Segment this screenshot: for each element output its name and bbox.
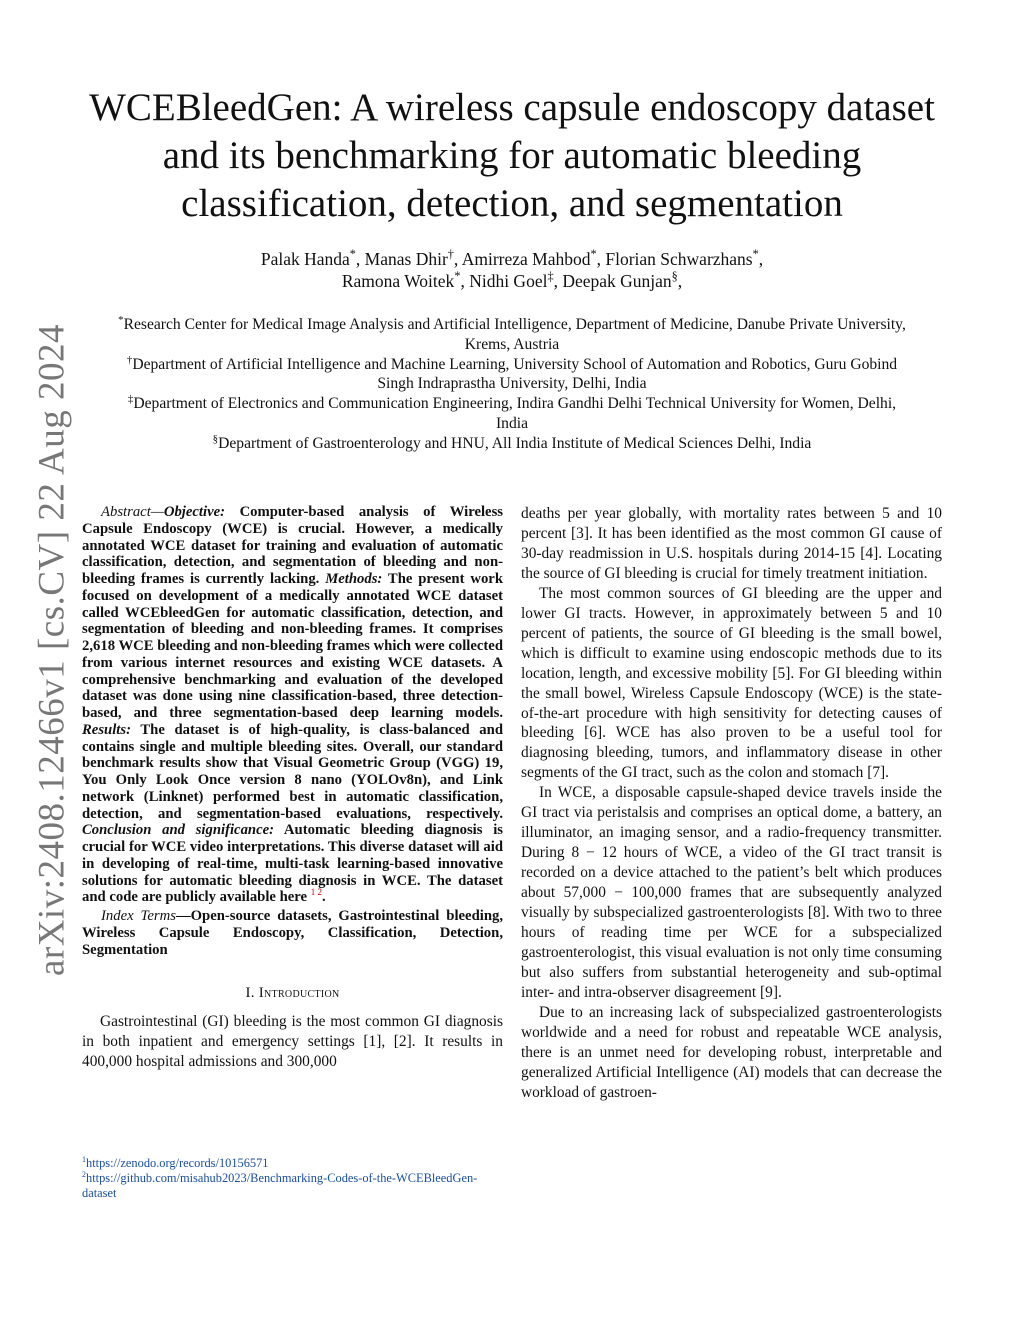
author: Deepak Gunjan§ xyxy=(562,269,678,291)
body-paragraph: The most common sources of GI bleeding are the upper and lower GI tracts. However, in approximately between 5 and 10 percent of patients, the source of GI bleeding is the small bowel, which is difficult to examine using endoscopic methods due to its location, length, and excessive mobility [5]. For GI bleeding within the small bowel, Wireless Capsule Endoscopy (WCE) is the state-of-the-art procedure with high sensitivity for detecting causes of bleeding [6]. WCE has also proven to be a useful tool for diagnosing bleeding, tumors, and inflammatory disease in other segments of the GI tract, such as the colon and stomach [7]. xyxy=(521,584,942,782)
footnotes xyxy=(82,1156,503,1201)
author: Manas Dhir† xyxy=(364,247,454,269)
affiliation: §Department of Gastroenterology and HNU, All India Institute of Medical Sciences Delhi, India xyxy=(212,432,812,452)
footnote-link[interactable]: 1 2 xyxy=(310,887,323,898)
body-paragraph: deaths per year globally, with mortality rates between 5 and 10 percent [3]. It has been identified as the most common GI cause of 30-day readmission in U.S. hospitals during 2014-15 [4]. Locating the source of GI bleeding is crucial for timely treatment initiation. xyxy=(521,505,942,582)
affiliation-list xyxy=(110,315,914,454)
author: Nidhi Goel‡ xyxy=(469,269,554,291)
affiliation: †Department of Artificial Intelligence and Machine Learning, University School of Automation and Robotics, Guru Gobind Singh Indraprastha University, Delhi, India xyxy=(126,353,898,393)
author: Palak Handa* xyxy=(260,247,356,269)
right-column xyxy=(521,504,942,1103)
author-list xyxy=(120,248,904,292)
body-paragraph: Due to an increasing lack of subspecialized gastroenterologists worldwide and a need for robust and repeatable WCE analysis, there is an unmet need for developing robust, interpretable and generalized Artificial Intelligence (AI) models that can decrease the workload of gastroen- xyxy=(521,1003,942,1101)
body-paragraph: Gastrointestinal (GI) bleeding is the most common GI diagnosis in both inpatient and emergency settings [1], [2]. It results in 400,000 hospital admissions and 300,000 xyxy=(82,1012,503,1070)
index-terms: Index Terms—Open-source datasets, Gastrointestinal bleeding, Wireless Capsule Endoscopy, Classification, Detection, Segmentation xyxy=(82,908,503,958)
author: Amirreza Mahbod* xyxy=(461,247,597,269)
footnote[interactable]: $^2$https://github.com/misahub2023/Benchmarking-Codes-of-the-WCEBleedGen-dataset xyxy=(82,1169,478,1200)
section-heading: I. Introduction xyxy=(245,984,340,1001)
author-line-2: Ramona Woitek*, Nidhi Goel‡, Deepak Gunjan§, xyxy=(341,269,683,291)
author-line-1: Palak Handa*, Manas Dhir†, Amirreza Mahbod*, Florian Schwarzhans*, xyxy=(260,247,764,269)
left-column xyxy=(82,504,503,1072)
footnote[interactable]: $^1$https://zenodo.org/records/10156571 xyxy=(82,1154,269,1170)
author: Florian Schwarzhans* xyxy=(605,247,759,269)
arxiv-identifier-sidebar xyxy=(22,323,82,977)
body-paragraph: In WCE, a disposable capsule-shaped device travels inside the GI tract via peristalsis and comprises an optical dome, a battery, an illuminator, an imaging sensor, and a radio-frequency transmitter. During 8 − 12 hours of WCE, a video of the GI tract transit is recorded on a device attached to the patient’s belt which produces about 57,000 − 100,000 frames that are subsequently analyzed visually by subspecialized gastroenterologists [8]. With two to three hours of reading time per WCE for a subspecialized gastroenterologist, this visual evaluation is not only time consuming but also suffers from substantial heterogeneity and sub-optimal inter- and intra-observer disagreement [9]. xyxy=(521,784,942,1001)
affiliation: *Research Center for Medical Image Analysis and Artificial Intelligence, Department of Medicine, Danube Private University, Krems, Austria xyxy=(118,313,906,353)
paper-title: WCEBleedGen: A wireless capsule endoscopy dataset and its benchmarking for automatic bleeding classification, detection, and segmentation xyxy=(89,86,935,225)
affiliation: ‡Department of Electronics and Communication Engineering, Indira Gandhi Delhi Technical University for Women, Delhi, India xyxy=(127,393,897,432)
arxiv-identifier[interactable]: arXiv:2408.12466v1 [cs.CV] 22 Aug 2024 xyxy=(31,323,73,977)
abstract: Abstract—Objective: Computer-based analysis of Wireless Capsule Endoscopy (WCE) is crucial. However, a medically annotated WCE dataset for training and evaluation of automatic classification, detection, and segmentation of bleeding and non-bleeding frames is currently lacking. Methods: The present work focused on development of a medically annotated WCE dataset called WCEbleedGen for automatic classification, detection, and segmentation of bleeding and non-bleeding frames. It comprises 2,618 WCE bleeding and non-bleeding frames which were collected from various internet resources and existing WCE datasets. A comprehensive benchmarking and evaluation of the developed dataset was done using nine classification-based, three detection-based, and three segmentation-based deep learning models. Results: The dataset is of high-quality, is class-balanced and contains single and multiple bleeding sites. Overall, our standard benchmark results show that Visual Geometric Group (VGG) 19, You Only Look Once version 8 nano (YOLOv8n), and Link network (Linknet) performed best in automatic classification, detection, and segmentation-based evaluations, respectively. Conclusion and significance: Automatic bleeding diagnosis is crucial for WCE video interpretations. This diverse dataset will aid in developing of real-time, multi-task learning-based innovative solutions for automatic bleeding diagnosis in WCE. The dataset and code are publicly available here $^{1 2}$. xyxy=(82,504,503,906)
author: Ramona Woitek* xyxy=(341,269,461,291)
